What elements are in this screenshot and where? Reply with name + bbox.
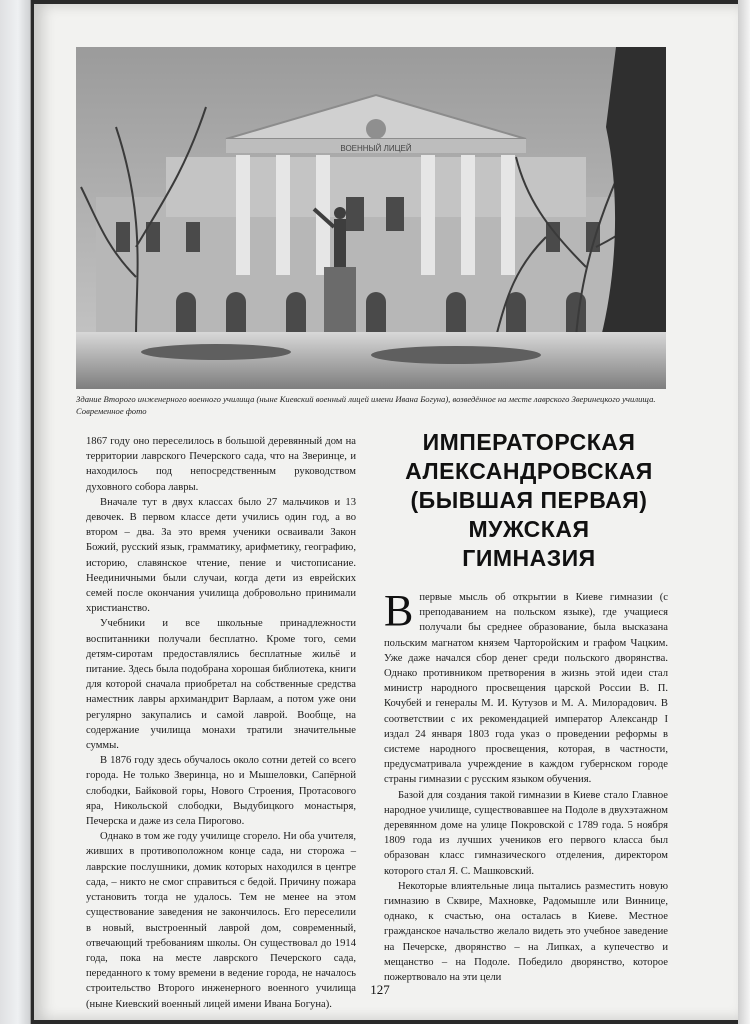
page-edge [738, 0, 750, 1024]
left-paragraph-5: Однако в том же году училище сгорело. Ни оба учителя, живших в противоположном конце сада, ни сторожа – лаврские послушники, домик которых находился в центре сада, – никто не смог справиться с бедой. Причину пожара установить тогда не удалось. Тем не менее на этом существование заведения не закончилось. Его переселили в новый, выстроенный лаврой дом, современный, отвечающий требованиям школы. Он существовал до 1914 года, пока на месте лаврского Печерского сада, переданного к тому времени в ведение города, не началось строительство Второго инженерного военного училища (ныне Киевский военный лицей имени Ивана Богуна). [86, 831, 356, 1010]
right-column [384, 586, 668, 985]
right-paragraph-2: Базой для создания такой гимназии в Киеве стало Главное народное училище, существовавшее на Подоле в двухэтажном деревянном доме на улице Покровской с 1789 года. 5 ноября 1809 года из лучших учеников его первого класса был образован класс гимназического отделения, директором которого стал Я. С. Машковский. [384, 789, 668, 877]
pediment-inscription: ВОЕННЫЙ ЛИЦЕЙ [340, 144, 412, 153]
left-paragraph-4: В 1876 году здесь обучалось около сотни детей со всего города. Не только Зверинца, но и Мышеловки, Сапёрной слободки, Байковой горы, Нового Строения, Протасового яра, Никольской слободки, Выдубицкого монастыря, Печерска и даже из села Пирогово. [86, 755, 356, 828]
page-number: 127 [370, 982, 390, 997]
title-line-4: МУЖСКАЯ [468, 516, 590, 542]
left-paragraph-3: Учебники и все школьные принадлежности воспитанники получали бесплатно. Кроме того, семи детям-сиротам предоставлялись бесплатные жильё и питание. Здесь была подобрана хорошая библиотека, книги для которой сначала приобретал на собственные средства наместник лавры архимандрит Варлаам, а потом уже они регулярно закупались и самой лаврой. Вообще, на содержание училища монахи тратили значительные суммы. [86, 618, 356, 752]
left-column [86, 434, 356, 1012]
photo-caption: Здание Второго инженерного военного училища (ныне Киевский военный лицей имени Ивана Богуна), возведённое на месте лаврского Зверинецкого училища. Современное фото [76, 394, 656, 416]
right-paragraph-1-text: первые мысль об открытии в Киеве гимназии (с преподаванием на польском языке), где учащиеся получали бы среднее образование, была высказана польским магнатом князем Чарторойским и графом Чацким. Уже даже начался сбор денег среди польского дворянства. Однако противником претворения в жизнь этой идеи стал министр народного просвещения царской России В. П. Кочубей и генералы М. И. Кутузов и М. А. Милорадович. В соответствии с их рекомендацией император Александр I издал 24 января 1803 года указ о проведении реформы в системе народного просвещения, которая, в частности, предусматривала учреждение в каждом губернском городе страны гимназии с русским языком обучения. [384, 592, 668, 786]
title-line-5: ГИМНАЗИЯ [462, 545, 596, 571]
book-spine-strip [0, 0, 31, 1024]
right-paragraph-1 [384, 586, 668, 788]
building-photo-illustration [76, 47, 666, 389]
title-line-1: ИМПЕРАТОРСКАЯ [422, 429, 636, 455]
section-title [384, 428, 674, 573]
left-paragraph-2: Вначале тут в двух классах было 27 мальчиков и 13 девочек. В первом классе дети учились один год, а во втором – два. За это время ученики осваивали Закон Божий, русский язык, грамматику, арифметику, географию, историю, славянское чтение, пение и чистописание. Неединичными были случаи, когда дети из еврейских семей после окончания училища добровольно принимали христианство. [86, 496, 356, 615]
drop-cap: В [384, 586, 414, 635]
right-paragraph-3: Некоторые влиятельные лица пытались разместить новую гимназию в Сквире, Махновке, Радомышле или Виннице, однако, к счастью, она осталась в Киеве. Местное гражданское начальство желало видеть это учебное заведение на Печерске, дворянство – на Липках, а купечество и мещанство – на Подоле. Победило дворянство, которое пожертвовало на эти цели [384, 880, 668, 984]
building-photo [76, 47, 666, 389]
title-line-3: (БЫВШАЯ ПЕРВАЯ) [410, 487, 648, 513]
title-line-2: АЛЕКСАНДРОВСКАЯ [405, 458, 653, 484]
left-paragraph-1: 1867 году оно переселилось в большой деревянный дом на территории лаврского Печерского сада, что на Зверинце, и находилось под непосредственным руководством духовного собора лавры. [86, 436, 356, 493]
